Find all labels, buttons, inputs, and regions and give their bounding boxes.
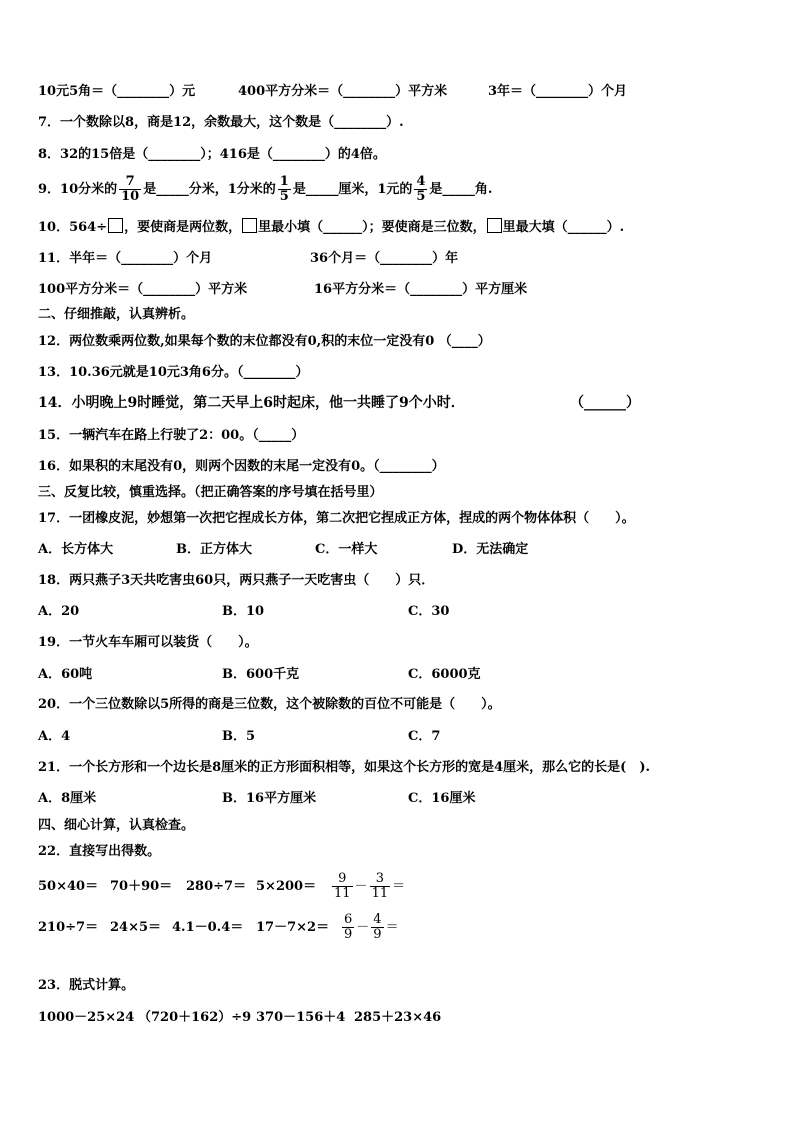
equals-sign: ＝ [385,920,399,935]
q14-text: 14．小明晚上9时睡觉，第二天早上6时起床，他一共睡了9个小时． [38,395,465,411]
fraction [332,872,353,901]
fraction-7-10 [119,175,141,204]
calc-item: 4.1－0.4＝ [172,920,244,935]
option-c: C．一样大 [315,542,378,557]
q11-36-months: 36个月＝（________）年 [310,251,459,266]
fraction [342,913,354,942]
fraction-denominator: 5 [279,189,289,204]
question-17: 17．一团橡皮泥，妙想第一次把它捏成长方体，第二次把它捏成正方体，捏成的两个物体体积（ ）。 [38,511,635,526]
option-a: A．4 [38,729,71,744]
question-15: 15．一辆汽车在路上行驶了2：00。（_____） [38,428,305,443]
q10-text-1: 10．564÷ [38,220,108,235]
calc-item: 17－7×2＝ [256,920,330,935]
calc-item: 1000－25×24 [38,1010,135,1025]
q14-answer-blank: （______） [570,395,640,411]
question-20: 20．一个三位数除以5所得的商是三位数，这个被除数的百位不可能是（ ）。 [38,697,501,712]
fraction-numerator: 7 [125,174,135,189]
calc-item: （720＋162）÷9 [138,1010,252,1025]
conversion-square-meter: 400平方分米＝（________）平方米 [238,84,448,99]
q10-text-3: 里最小填（______）；要使商是三位数， [258,220,486,235]
question-19: 19．一节火车车厢可以装货（ ）。 [38,635,258,650]
fraction-denominator: 5 [416,189,426,204]
fraction-numerator: 1 [279,174,289,189]
option-b: B．600千克 [222,667,300,682]
fraction-numerator: 4 [373,912,382,927]
option-b: B．16平方厘米 [222,791,317,806]
equals-sign: ＝ [392,879,406,894]
fraction [370,872,391,901]
calc-item: 70＋90＝ [110,879,173,894]
q11-100-square-decimeter: 100平方分米＝（________）平方米 [38,282,248,297]
fraction-numerator: 3 [375,871,384,886]
question-9 [38,172,492,208]
empty-box-icon [108,218,123,233]
q9-text-2: 是_____分米，1分米的 [143,182,276,197]
conversion-yuan: 10元5角＝（________）元 [38,84,196,99]
option-a: A．长方体大 [38,542,114,557]
minus-sign: － [356,920,370,935]
option-a: A．8厘米 [38,791,97,806]
fraction-numerator: 9 [338,871,347,886]
option-b: B．正方体大 [176,542,252,557]
option-c: C．30 [408,604,450,619]
section-4-heading: 四、细心计算，认真检查。 [38,818,195,833]
fraction-subtraction [340,909,399,947]
q9-text-1: 9．10分米的 [38,182,118,197]
fraction-4-5 [414,175,427,204]
fraction-subtraction [330,868,405,906]
fraction-denominator: 9 [344,927,353,942]
empty-box-icon [242,218,257,233]
question-18: 18．两只燕子3天共吃害虫60只，两只燕子一天吃害虫（ ）只． [38,573,435,588]
question-12: 12．两位数乘两位数,如果每个数的末位都没有0,积的末位一定没有0 （____） [38,334,491,349]
fraction-denominator: 10 [121,189,140,204]
q9-text-3: 是_____厘米，1元的 [292,182,413,197]
q10-text-2: ，要使商是两位数， [124,220,242,235]
calc-item: 5×200＝ [256,879,317,894]
calc-item: 285＋23×46 [354,1010,442,1025]
question-23: 23．脱式计算。 [38,978,135,993]
section-2-heading: 二、仔细推敲，认真辨析。 [38,307,195,322]
fraction-denominator: 9 [373,927,382,942]
conversion-months: 3年＝（________）个月 [488,84,628,99]
fraction-denominator: 11 [371,886,389,901]
empty-box-icon [487,218,502,233]
q11-half-year: 11．半年＝（________）个月 [38,251,213,266]
question-16: 16．如果积的末尾没有0，则两个因数的末尾一定没有0。（________） [38,459,445,474]
fraction-numerator: 6 [344,912,353,927]
q9-text-4: 是_____角. [429,182,493,197]
fraction-numerator: 4 [416,174,426,189]
question-7: 7．一个数除以8，商是12，余数最大，这个数是（________）. [38,115,404,130]
option-d: D．无法确定 [452,542,529,557]
fraction-1-5 [278,175,291,204]
q10-text-4: 里最大填（______）. [502,220,625,235]
question-13: 13．10.36元就是10元3角6分。（________） [38,365,309,380]
fraction-denominator: 11 [334,886,351,901]
fraction [371,913,383,942]
calc-item: 280÷7＝ [186,879,247,894]
question-8: 8．32的15倍是（________）；416是（________）的4倍。 [38,147,386,162]
option-b: B．5 [222,729,256,744]
option-c: C．6000克 [408,667,481,682]
option-a: A．60吨 [38,667,93,682]
q11-16-square-decimeter: 16平方分米＝（________）平方厘米 [314,282,528,297]
calc-item: 50×40＝ [38,879,99,894]
calc-item: 210÷7＝ [38,920,99,935]
option-c: C．16厘米 [408,791,476,806]
question-22: 22．直接写出得数。 [38,844,161,859]
calc-item: 370－156＋4 [256,1010,346,1025]
option-c: C．7 [408,729,441,744]
question-10 [38,218,624,237]
minus-sign: － [354,879,368,894]
calc-item: 24×5＝ [110,920,162,935]
section-3-heading: 三、反复比较，慎重选择。（把正确答案的序号填在括号里） [38,485,383,500]
option-b: B．10 [222,604,265,619]
option-a: A．20 [38,604,80,619]
question-21: 21．一个长方形和一个边长是8厘米的正方形面积相等，如果这个长方形的宽是4厘米，那么它的长是( ). [38,760,651,775]
